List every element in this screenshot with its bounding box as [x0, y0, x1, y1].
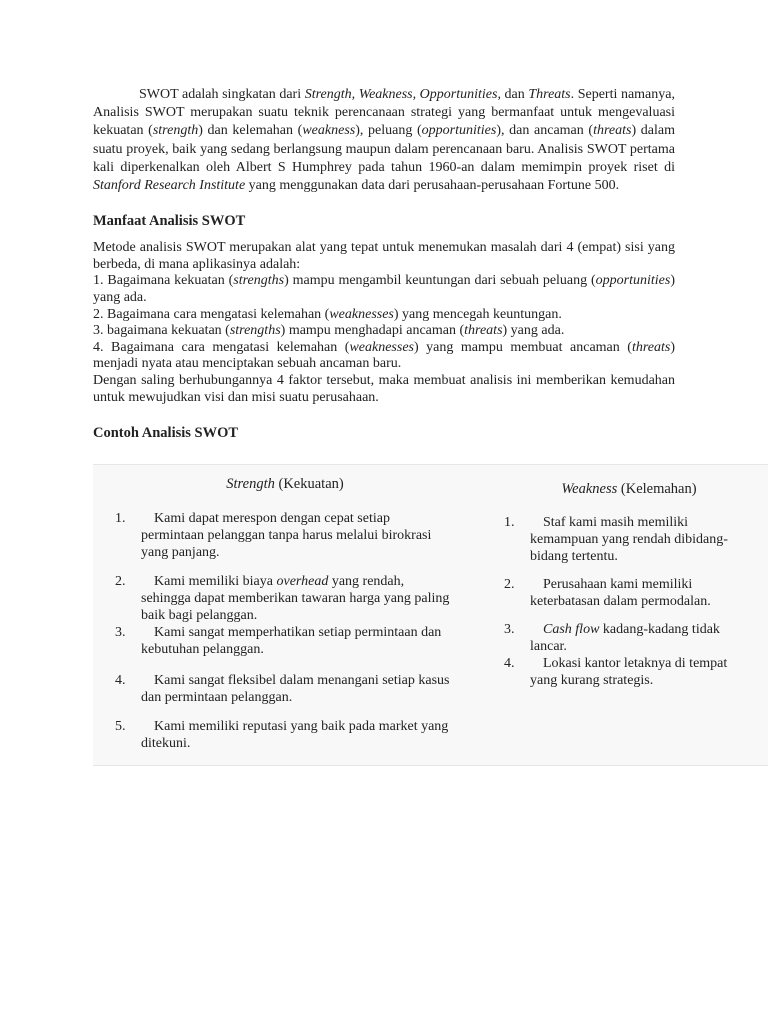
weakness-title: Weakness (Kelemahan)	[561, 481, 697, 497]
contoh-heading: Contoh Analisis SWOT	[93, 425, 239, 442]
strength-column	[115, 465, 455, 764]
strength-item: 5. Kami memiliki reputasi yang baik pada market yang ditekuni.	[115, 719, 449, 751]
strength-title: Strength (Kekuatan)	[226, 476, 344, 492]
weakness-column	[504, 465, 754, 700]
strength-list	[115, 510, 455, 752]
strength-item: 4. Kami sangat fleksibel dalam menangani setiap kasus dan permintaan pelanggan.	[115, 673, 450, 705]
document-body	[93, 86, 675, 442]
weakness-item: 1. Staf kami masih memiliki kemampuan yang rendah dibidang-bidang tertentu.	[504, 515, 728, 564]
manfaat-item-4: 4. Bagaimana cara mengatasi kelemahan (weaknesses) yang mampu membuat ancaman (threats) menjadi nyata atau menciptakan sebuah ancaman baru.	[93, 339, 675, 372]
manfaat-lead: Metode analisis SWOT merupakan alat yang tepat untuk menemukan masalah dari 4 (empat) sisi yang berbeda, di mana aplikasinya adalah:	[93, 240, 675, 272]
intro-paragraph: SWOT adalah singkatan dari Strength, Weakness, Opportunities, dan Threats. Seperti namanya, Analisis SWOT merupakan suatu teknik perencanaan strategi yang bermanfaat untuk mengevaluasi kekuatan (strength) dan kelemahan (weakness), peluang (opportunities), dan ancaman (threats) dalam suatu proyek, baik yang sedang berlangsung maupun dalam perencanaan baru. Analisis SWOT pertama kali diperkenalkan oleh Albert S Humphrey pada tahun 1960-an dalam memimpin proyek riset di Stanford Research Institute yang menggunakan data dari perusahaan-perusahaan Fortune 500.	[93, 87, 675, 194]
swot-table	[93, 464, 768, 766]
strength-item: 2. Kami memiliki biaya overhead yang rendah, sehingga dapat memberikan tawaran harga yang paling baik bagi pelanggan.	[115, 574, 450, 623]
manfaat-item-2: 2. Bagaimana cara mengatasi kelemahan (weaknesses) yang mencegah keuntungan.	[93, 306, 562, 322]
weakness-item: 4. Lokasi kantor letaknya di tempat yang kurang strategis.	[504, 656, 728, 688]
strength-item: 1. Kami dapat merespon dengan cepat setiap permintaan pelanggan tanpa harus melalui birokrasi yang panjang.	[115, 511, 432, 560]
manfaat-closing: Dengan saling berhubungannya 4 faktor tersebut, maka membuat analisis ini memberikan kemudahan untuk mewujudkan visi dan misi suatu perusahaan.	[93, 372, 675, 405]
manfaat-item-3: 3. bagaimana kekuatan (strengths) mampu menghadapi ancaman (threats) yang ada.	[93, 323, 565, 339]
manfaat-item-1: 1. Bagaimana kekuatan (strengths) mampu mengambil keuntungan dari sebuah peluang (opportunities) yang ada.	[93, 273, 675, 305]
weakness-item: 3. Cash flow kadang-kadang tidak lancar.	[504, 622, 720, 654]
strength-item: 3. Kami sangat memperhatikan setiap permintaan dan kebutuhan pelanggan.	[115, 625, 442, 657]
weakness-list	[504, 514, 754, 689]
manfaat-heading: Manfaat Analisis SWOT	[93, 213, 246, 230]
manfaat-section	[93, 240, 675, 406]
weakness-item: 2. Perusahaan kami memiliki keterbatasan dalam permodalan.	[504, 577, 711, 609]
